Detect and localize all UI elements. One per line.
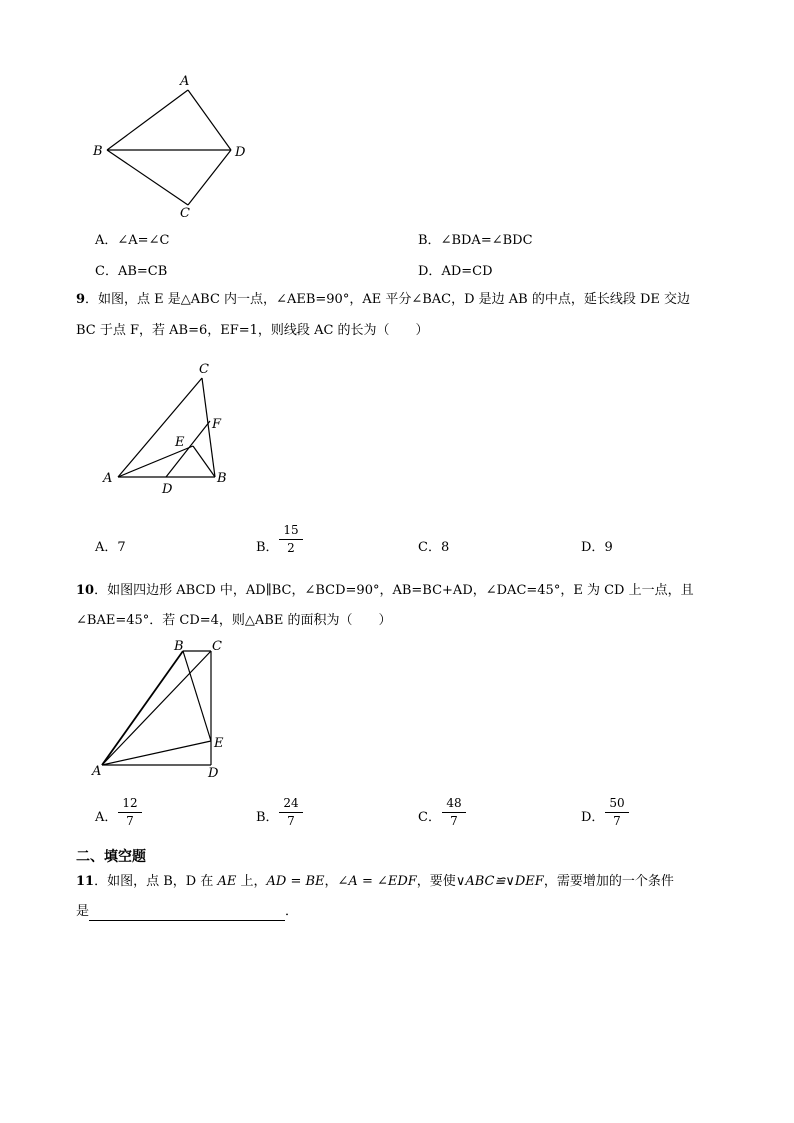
option-letter: B． bbox=[256, 810, 279, 825]
q9-text: ．如图，点 E 是△ABC 内一点，∠AEB=90°，AE 平分∠BAC，D 是边 AB 的中点，延长线段 DE 交边 bbox=[85, 292, 691, 307]
fraction-denominator: 2 bbox=[287, 541, 295, 555]
q10-option-c[interactable] bbox=[418, 806, 441, 825]
q11-math: AD = BE bbox=[266, 874, 325, 889]
q10-segment-ae bbox=[102, 741, 211, 765]
fraction-bar bbox=[279, 812, 303, 813]
q10-label-c: C bbox=[212, 639, 222, 654]
option-text: ∠BDA=∠BDC bbox=[440, 233, 533, 248]
q10-text: ∠BAE=45°．若 CD=4，则△ABE 的面积为（ ） bbox=[76, 613, 392, 628]
q10-option-a[interactable] bbox=[95, 806, 117, 825]
fraction-bar bbox=[118, 812, 142, 813]
option-text: 7 bbox=[117, 540, 126, 555]
q9-label-b: B bbox=[217, 471, 227, 486]
q9-segment-ac bbox=[118, 378, 202, 477]
q10-number: 10 bbox=[76, 583, 95, 598]
q11-answer-blank[interactable] bbox=[89, 906, 285, 921]
q10-label-d: D bbox=[208, 766, 219, 781]
option-text: ∠A=∠C bbox=[117, 233, 170, 248]
q8-figure bbox=[85, 70, 255, 220]
fraction-numerator: 15 bbox=[283, 523, 299, 537]
q10-label-a: A bbox=[92, 764, 102, 779]
option-letter: D． bbox=[581, 540, 605, 555]
section-title: 二、填空题 bbox=[76, 849, 146, 865]
q10-text: ．如图四边形 ABCD 中，AD∥BC，∠BCD=90°，AB=BC+AD，∠DAC=45°，E 为 CD 上一点，且 bbox=[94, 583, 694, 598]
option-letter: A． bbox=[95, 810, 118, 825]
q11-stem-line1 bbox=[76, 873, 674, 891]
fraction-numerator: 50 bbox=[609, 796, 625, 810]
option-text: AD=CD bbox=[441, 264, 493, 279]
fraction-bar bbox=[442, 812, 466, 813]
q9-stem-line2 bbox=[76, 322, 429, 340]
q11-text: 上， bbox=[236, 874, 267, 889]
option-text: AB=CB bbox=[117, 264, 168, 279]
q9-segment-ae bbox=[118, 446, 193, 477]
option-letter: B． bbox=[418, 233, 441, 248]
q8-option-a[interactable] bbox=[95, 229, 169, 248]
q10-segment-ac bbox=[102, 651, 211, 765]
q9-option-d[interactable] bbox=[581, 536, 613, 555]
q10-stem-line1 bbox=[76, 582, 694, 600]
fraction-denominator: 7 bbox=[287, 814, 295, 828]
q8-segment-ad bbox=[188, 90, 231, 150]
q9-stem-line1 bbox=[76, 291, 690, 309]
q10-option-d[interactable] bbox=[581, 806, 604, 825]
q11-number: 11 bbox=[76, 874, 95, 889]
q11-text: 是 bbox=[76, 904, 90, 919]
q11-stem-line2 bbox=[76, 903, 298, 921]
q11-math: AE bbox=[217, 874, 237, 889]
q11-math: ∠A = ∠EDF bbox=[337, 874, 417, 889]
fraction-denominator: 7 bbox=[450, 814, 458, 828]
q10-option-b-fraction bbox=[277, 796, 305, 829]
q11-text: ． bbox=[285, 904, 299, 919]
q9-label-e: E bbox=[175, 435, 185, 450]
q8-option-d[interactable] bbox=[418, 260, 493, 279]
option-text: 8 bbox=[440, 540, 450, 555]
q11-math: ∨ABC≌∨DEF bbox=[455, 874, 544, 889]
q8-option-b[interactable] bbox=[418, 229, 533, 248]
q9-text: BC 于点 F，若 AB=6，EF=1，则线段 AC 的长为（ ） bbox=[76, 323, 429, 338]
q10-segment-be bbox=[183, 651, 211, 741]
q10-option-c-fraction bbox=[440, 796, 468, 829]
q10-option-a-fraction bbox=[116, 796, 144, 829]
q8-label-c: C bbox=[180, 206, 190, 220]
q9-label-d: D bbox=[162, 482, 173, 497]
q8-label-d: D bbox=[235, 145, 246, 160]
q9-label-c: C bbox=[199, 362, 209, 377]
q8-segment-ba bbox=[107, 90, 188, 150]
fraction-denominator: 7 bbox=[126, 814, 134, 828]
q9-option-b-fraction bbox=[277, 523, 305, 556]
q9-label-a: A bbox=[103, 471, 113, 486]
option-letter: B． bbox=[256, 540, 279, 555]
q10-figure bbox=[88, 636, 238, 786]
option-letter: C． bbox=[418, 810, 441, 825]
q8-option-c[interactable] bbox=[95, 260, 167, 279]
q10-option-b[interactable] bbox=[256, 806, 279, 825]
q8-label-b: B bbox=[93, 144, 103, 159]
fraction-bar bbox=[279, 539, 303, 540]
fraction-bar bbox=[605, 812, 629, 813]
fraction-numerator: 12 bbox=[122, 796, 138, 810]
option-letter: C． bbox=[95, 264, 118, 279]
q11-text: ，要使 bbox=[416, 874, 456, 889]
q9-label-f: F bbox=[212, 417, 222, 432]
q9-option-b[interactable] bbox=[256, 536, 279, 555]
q10-stem-line2 bbox=[76, 612, 392, 630]
option-letter: D． bbox=[581, 810, 605, 825]
q10-label-b: B bbox=[174, 639, 184, 654]
q11-text: ．如图，点 B，D 在 bbox=[94, 874, 218, 889]
q10-label-e: E bbox=[214, 736, 224, 751]
q10-segment-ab bbox=[102, 651, 183, 765]
fraction-numerator: 48 bbox=[446, 796, 462, 810]
q9-number: 9 bbox=[76, 292, 86, 307]
option-letter: A． bbox=[95, 540, 118, 555]
option-text: 9 bbox=[604, 540, 613, 555]
q11-text: ，需要增加的一个条件 bbox=[543, 874, 674, 889]
q10-option-d-fraction bbox=[603, 796, 631, 829]
q9-option-c[interactable] bbox=[418, 536, 449, 555]
q8-segment-cd bbox=[188, 150, 231, 205]
q9-figure bbox=[98, 358, 238, 498]
fraction-denominator: 7 bbox=[613, 814, 621, 828]
q8-label-a: A bbox=[180, 74, 190, 89]
q8-segment-bc bbox=[107, 150, 188, 205]
q11-text: ， bbox=[324, 874, 338, 889]
q9-segment-df bbox=[166, 421, 210, 477]
fraction-numerator: 24 bbox=[283, 796, 299, 810]
option-letter: A． bbox=[95, 233, 118, 248]
option-letter: D． bbox=[418, 264, 442, 279]
q9-option-a[interactable] bbox=[95, 536, 126, 555]
option-letter: C． bbox=[418, 540, 441, 555]
